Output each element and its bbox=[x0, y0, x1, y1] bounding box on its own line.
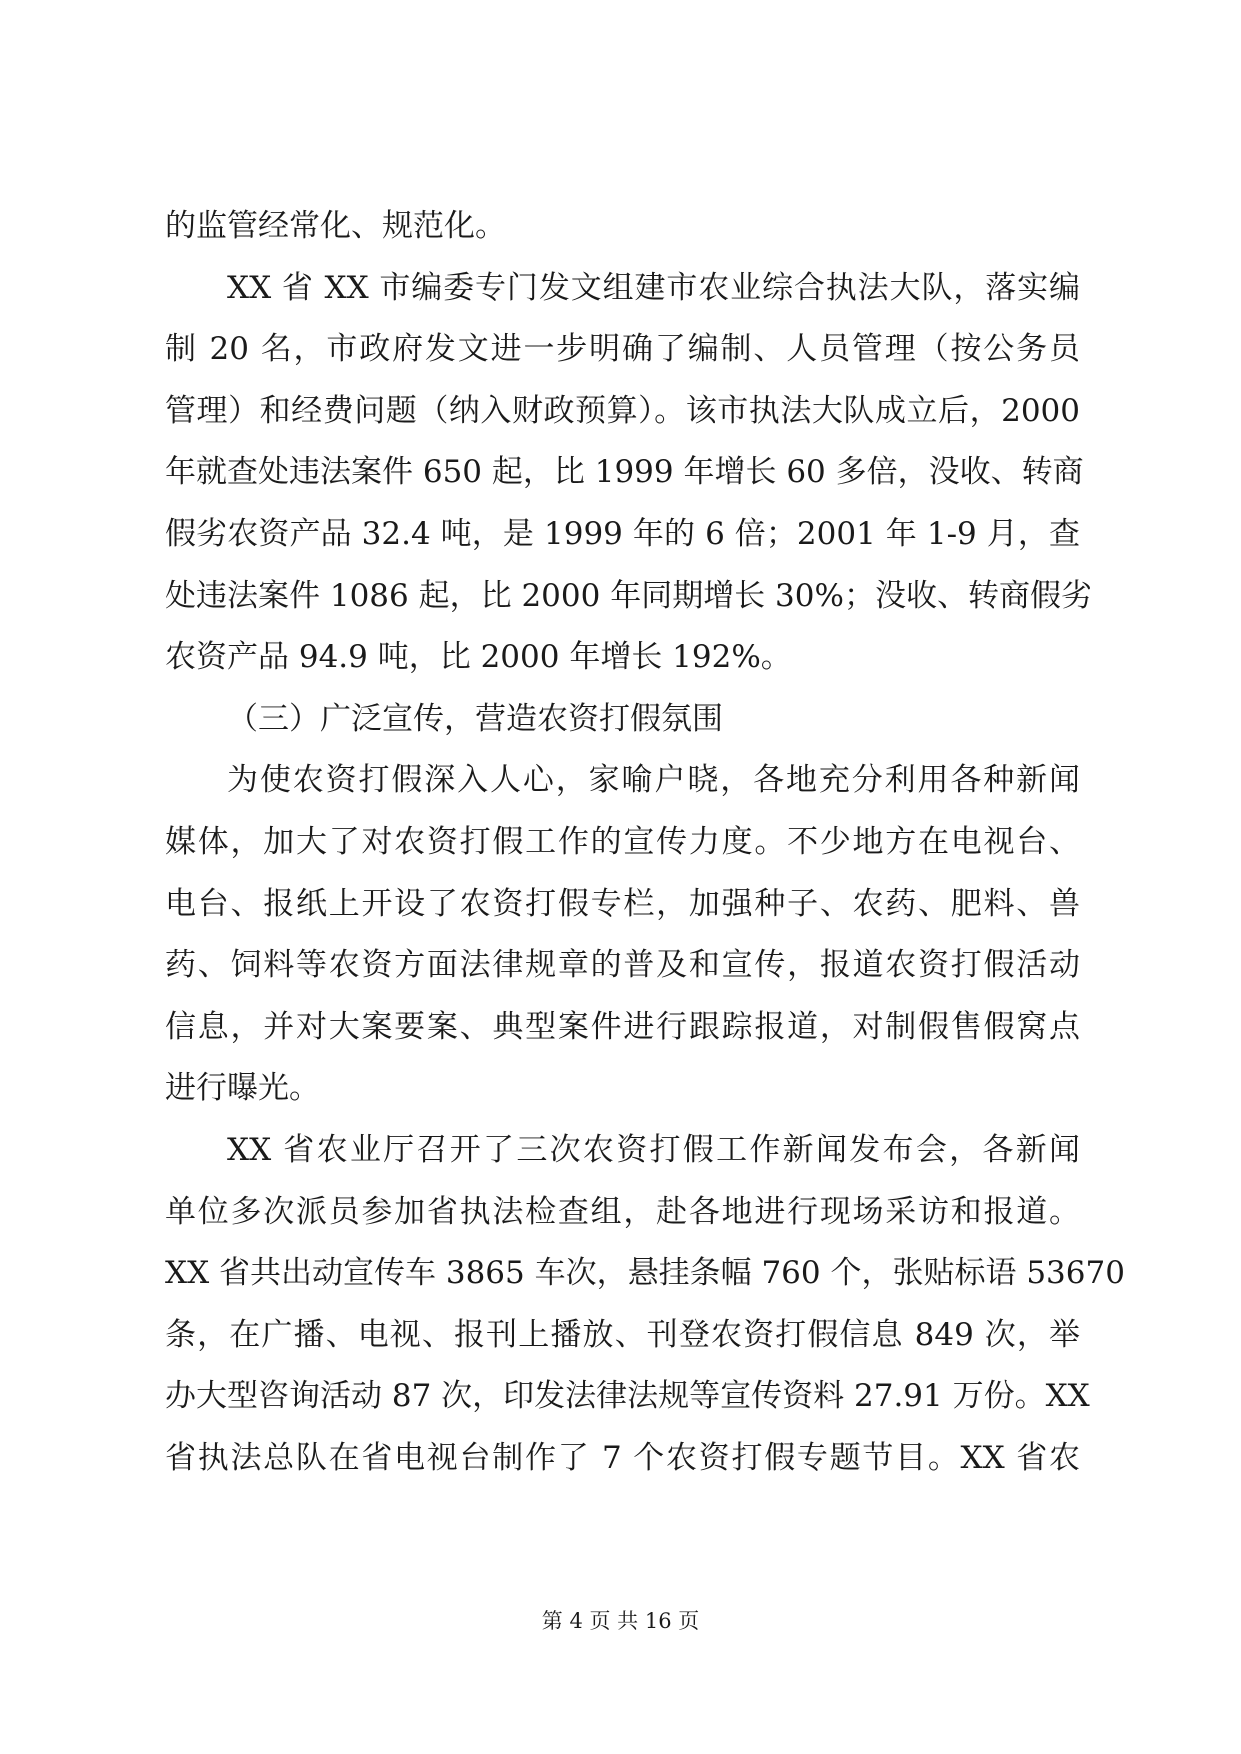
body-text bbox=[165, 196, 1125, 1489]
paragraph-line: 管理）和经费问题（纳入财政预算）。该市执法大队成立后，2000 bbox=[165, 392, 1080, 429]
paragraph-line: 电台、报纸上开设了农资打假专栏，加强种子、农药、肥料、兽 bbox=[165, 885, 1080, 922]
paragraph-line: 办大型咨询活动 87 次，印发法律法规等宣传资料 27.91 万份。XX bbox=[165, 1378, 1090, 1415]
paragraph-line: 媒体，加大了对农资打假工作的宣传力度。不少地方在电视台、 bbox=[165, 823, 1080, 860]
paragraph-line: 假劣农资产品 32.4 吨，是 1999 年的 6 倍；2001 年 1-9 月，查 bbox=[165, 515, 1080, 552]
paragraph-line: 为使农资打假深入人心，家喻户晓，各地充分利用各种新闻 bbox=[227, 762, 1080, 799]
paragraph-line: 省执法总队在省电视台制作了 7 个农资打假专题节目。XX 省农 bbox=[165, 1439, 1080, 1476]
paragraph-line: 年就查处违法案件 650 起，比 1999 年增长 60 多倍，没收、转商 bbox=[165, 454, 1084, 491]
paragraph-line: 的监管经常化、规范化。 bbox=[165, 208, 506, 244]
paragraph-line: 单位多次派员参加省执法检查组，赴各地进行现场采访和报道。 bbox=[165, 1193, 1080, 1230]
paragraph-line: 制 20 名，市政府发文进一步明确了编制、人员管理（按公务员 bbox=[165, 331, 1080, 368]
section-heading: （三）广泛宣传，营造农资打假氛围 bbox=[227, 700, 723, 737]
paragraph-line: XX 省农业厅召开了三次农资打假工作新闻发布会，各新闻 bbox=[227, 1131, 1080, 1168]
paragraph-line: 条，在广播、电视、报刊上播放、刊登农资打假信息 849 次，举 bbox=[165, 1316, 1080, 1353]
paragraph-line: 药、饲料等农资方面法律规章的普及和宣传，报道农资打假活动 bbox=[165, 947, 1080, 984]
page-footer: 第 4 页 共 16 页 bbox=[541, 1609, 700, 1633]
paragraph-line: XX 省共出动宣传车 3865 车次，悬挂条幅 760 个，张贴标语 53670 bbox=[165, 1255, 1125, 1292]
paragraph-line: 信息，并对大案要案、典型案件进行跟踪报道，对制假售假窝点 bbox=[165, 1008, 1080, 1045]
paragraph-line: 进行曝光。 bbox=[165, 1070, 320, 1107]
paragraph-line: 处违法案件 1086 起，比 2000 年同期增长 30%；没收、转商假劣 bbox=[165, 577, 1092, 614]
paragraph-line: XX 省 XX 市编委专门发文组建市农业综合执法大队，落实编 bbox=[227, 269, 1080, 306]
paragraph-line: 农资产品 94.9 吨，比 2000 年增长 192%。 bbox=[165, 639, 792, 676]
